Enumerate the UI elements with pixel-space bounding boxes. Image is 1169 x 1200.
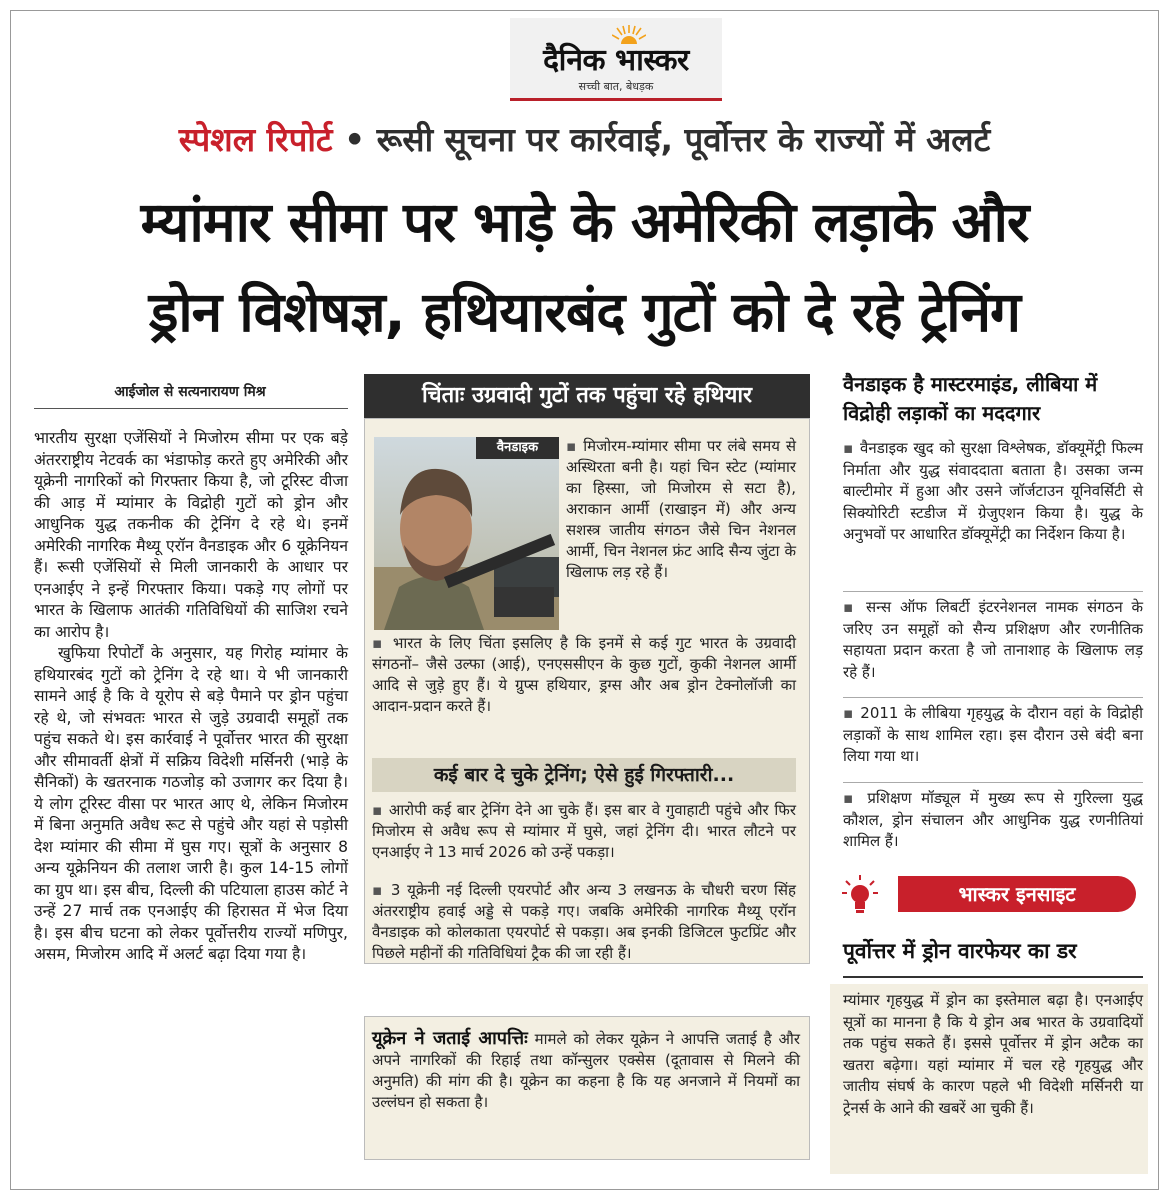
bullet-icon: ▪	[843, 598, 858, 616]
insight-text: म्यांमार गृहयुद्ध में ड्रोन का इस्तेमाल बढ़ा है। एनआईए सूत्रों का मानना है कि ये ड्रोन अब भारत के उग्रवादियों तक पहुंच सकते हैं। इससे पूर्वोत्तर में ड्रोन अटैक का खतरा बढ़ेगा। यहां म्यांमार में चल रहे गृहयुद्ध और जातीय संघर्ष के कारण पहले भी विदेशी मर्सिनरी या ट्रेनर्स के आने की खबरें आ चुकी हैं।	[843, 991, 1143, 1117]
insight-badge: भास्कर इनसाइट	[898, 876, 1136, 912]
insight-title: पूर्वोत्तर में ड्रोन वारफेयर का डर	[843, 939, 1077, 963]
ukraine-objection-text: मामले को लेकर यूक्रेन ने आपत्ति जताई है और अपने नागरिकों की रिहाई तथा कॉन्सुलर एक्सेस (दूतावास से मिलने की अनुमति) की मांग की है। यूक्रेन का कहना है कि यह अनजाने में नियमों का उल्लंघन हो सकता है।	[372, 1030, 800, 1111]
profile-item-3-text: 2011 के लीबिया गृहयुद्ध के दौरान वहां के विद्रोही लड़ाकों के साथ शामिल रहा। इस दौरान उसे बंदी बना लिया गया था।	[843, 704, 1143, 765]
bullet-icon: ▪	[843, 789, 858, 807]
bullet-icon: ▪	[566, 437, 578, 455]
divider	[843, 697, 1143, 698]
lightbulb-icon	[842, 875, 878, 915]
profile-item-4-text: प्रशिक्षण मॉड्यूल में मुख्य रूप से गुरिल्ला युद्ध कौशल, ड्रोन संचालन और आधुनिक युद्ध रणनीतियां शामिल हैं।	[843, 789, 1143, 850]
kicker-separator: •	[344, 120, 366, 159]
sidebar-item-4	[372, 880, 796, 964]
byline: आईजोल से सत्यनारायण मिश्र	[114, 384, 266, 400]
bullet-icon: ▪	[843, 439, 855, 457]
sidebar-item-2	[372, 633, 796, 717]
byline-divider	[34, 408, 348, 409]
ukraine-objection	[372, 1028, 800, 1113]
divider	[843, 591, 1143, 592]
headline-line-1: म्यांमार सीमा पर भाड़े के अमेरिकी लड़ाके और	[140, 190, 1029, 254]
kicker-text: रूसी सूचना पर कार्रवाई, पूर्वोत्तर के राज्यों में अलर्ट	[376, 120, 991, 159]
main-story-paragraph-2: खुफिया रिपोर्टों के अनुसार, यह गिरोह म्यांमार के हथियारबंद गुटों को ट्रेनिंग दे रहे था। ये भी जानकारी सामने आई है कि वे यूरोप से बड़े पैमाने पर ड्रोन पहुंचा रहे थे, जो संभवतः भारत से जुड़े उग्रवादी समूहों तक पहुंच सकते थे। इस कार्रवाई ने पूर्वोत्तर भारत की सुरक्षा और सीमावर्ती क्षेत्रों में सक्रिय विदेशी मर्सिनरी (भाड़े के सैनिकों) के खतरनाक गठजोड़ को उजागर कर दिया है। ये लोग टूरिस्ट वीसा पर भारत आए थे, लेकिन मिजोरम में बिना अनुमति अवैध रूट से पहुंचे और यहां से पड़ोसी देश म्यांमार की सीमा में घुस गए। सूत्रों के अनुसार 8 अन्य यूक्रेनियन की तलाश जारी है। कुल 14-15 लोगों का ग्रुप था। इस बीच, दिल्ली की पटियाला हाउस कोर्ट ने उन्हें 27 मार्च तक एनआईए की हिरासत में भेज दिया है। इस बीच घटना को लेकर पूर्वोत्तरीय राज्यों मणिपुर, असम, मिजोरम आदि में अलर्ट बढ़ा दिया गया है।	[34, 644, 348, 963]
sidebar-item-4-text: 3 यूक्रेनी नई दिल्ली एयरपोर्ट और अन्य 3 लखनऊ के चौधरी चरण सिंह अंतरराष्ट्रीय हवाई अड्डे से पकड़े गए। जबकि अमेरिकी नागरिक मैथ्यू एरॉन वैनडाइक को कोलकाता एयरपोर्ट से पकड़ा। अब इनकी डिजिटल फुटप्रिंट और पिछले महीनों की गतिविधियां ट्रैक की जा रही हैं।	[372, 881, 796, 962]
newspaper-tagline: सच्ची बात, बेधड़क	[578, 80, 654, 93]
sidebar-item-3	[372, 800, 796, 863]
sidebar-item-2-text: भारत के लिए चिंता इसलिए है कि इनमें से कई गुट भारत के उग्रवादी संगठनों– जैसे उल्फा (आई), एनएससीएन के कुछ गुटों, कुकी नेशनल आर्मी आदि से जुड़े हुए हैं। ये ग्रुप्स हथियार, ड्रग्स और अब ड्रोन टेक्नोलॉजी का आदान-प्रदान करते हैं।	[372, 634, 797, 715]
bullet-icon: ▪	[372, 881, 385, 899]
main-story-paragraph-1: भारतीय सुरक्षा एजेंसियों ने मिजोरम सीमा पर एक बड़े अंतरराष्ट्रीय नेटवर्क का भंडाफोड़ करते हुए अमेरिकी और यूक्रेनी नागरिकों को गिरफ्तार किया है, जो टूरिस्ट वीजा की आड़ में म्यांमार के विद्रोही गुटों को ड्रोन और आधुनिक युद्ध तकनीक की ट्रेनिंग दे रहे थे। इनमें अमेरिकी नागरिक मैथ्यू एरॉन वैनडाइक और 6 यूक्रेनियन हैं। रूसी एजेंसियों से मिली जानकारी के आधार पर एनआईए ने इन्हें गिरफ्तार किया। पकड़े गए लोगों पर भारत के खिलाफ आतंकी गतिविधियों की साजिश रचने का आरोप है।	[34, 429, 348, 641]
sidebar-subheader: कई बार दे चुके ट्रेनिंग; ऐसे हुई गिरफ्तारी...	[372, 758, 796, 792]
bullet-icon: ▪	[372, 801, 384, 819]
profile-item-3	[843, 703, 1143, 768]
newspaper-name: दैनिक भास्कर	[543, 43, 689, 78]
masthead	[510, 18, 722, 101]
sidebar-item-1-text: मिजोरम-म्यांमार सीमा पर लंबे समय से अस्थिरता बनी है। यहां चिन स्टेट (म्यांमार का हिस्सा, जो मिजोरम से सटा है), अराकान आर्मी (राखाइन में) और अन्य सशस्त्र जातीय संगठन जैसे चिन नेशनल आर्मी, चिन नेशनल फ्रंट आदि सैन्य जुंटा के खिलाफ लड़ रहे हैं।	[566, 437, 796, 581]
profile-item-1	[843, 438, 1143, 546]
sidebar-box-header: चिंताः उग्रवादी गुटों तक पहुंचा रहे हथियार	[364, 374, 810, 418]
bullet-icon: ▪	[372, 634, 386, 652]
bullet-icon: ▪	[843, 704, 855, 722]
photo-caption: वैनडाइक	[476, 437, 559, 459]
main-story	[34, 428, 348, 966]
profile-item-4	[843, 788, 1143, 853]
insight-divider	[843, 976, 1143, 978]
sun-logo-icon	[612, 24, 646, 44]
ukraine-objection-lead: यूक्रेन ने जताई आपत्तिः	[372, 1028, 528, 1049]
divider	[843, 782, 1143, 783]
kicker	[0, 118, 1169, 162]
profile-item-2	[843, 597, 1143, 683]
profile-item-1-text: वैनडाइक खुद को सुरक्षा विश्लेषक, डॉक्यूमेंट्री फिल्म निर्माता और युद्ध संवाददाता बताता है। उसका जन्म बाल्टीमोर में हुआ और उसने जॉर्जटाउन यूनिवर्सिटी से सिक्योरिटी स्टडीज में ग्रेजुएशन किया है। युद्ध के अनुभवों पर आधारित डॉक्यूमेंट्री का निर्देशन किया है।	[843, 439, 1143, 543]
sidebar-item-1	[566, 436, 796, 583]
profile-item-2-text: सन्स ऑफ लिबर्टी इंटरनेशनल नामक संगठन के जरिए उन समूहों को सैन्य प्रशिक्षण और रणनीतिक सहायता प्रदान करता है जो तानाशाह के खिलाफ लड़ रहे हैं।	[843, 598, 1143, 681]
profile-heading: वैनडाइक है मास्टरमाइंड, लीबिया में विद्रोही लड़ाकों का मददगार	[843, 372, 1098, 425]
headline-line-2: ड्रोन विशेषज्ञ, हथियारबंद गुटों को दे रहे ट्रेनिंग	[148, 280, 1020, 344]
vandyke-photo	[374, 437, 559, 630]
kicker-label: स्पेशल रिपोर्ट	[178, 120, 333, 159]
sidebar-item-3-text: आरोपी कई बार ट्रेनिंग देने आ चुके हैं। इस बार वे गुवाहाटी पहुंचे और फिर मिजोरम से अवैध रूप से म्यांमार में घुसे, जहां ट्रेनिंग दी। भारत लौटने पर एनआईए ने 13 मार्च 2026 को उन्हें पकड़ा।	[372, 801, 796, 861]
